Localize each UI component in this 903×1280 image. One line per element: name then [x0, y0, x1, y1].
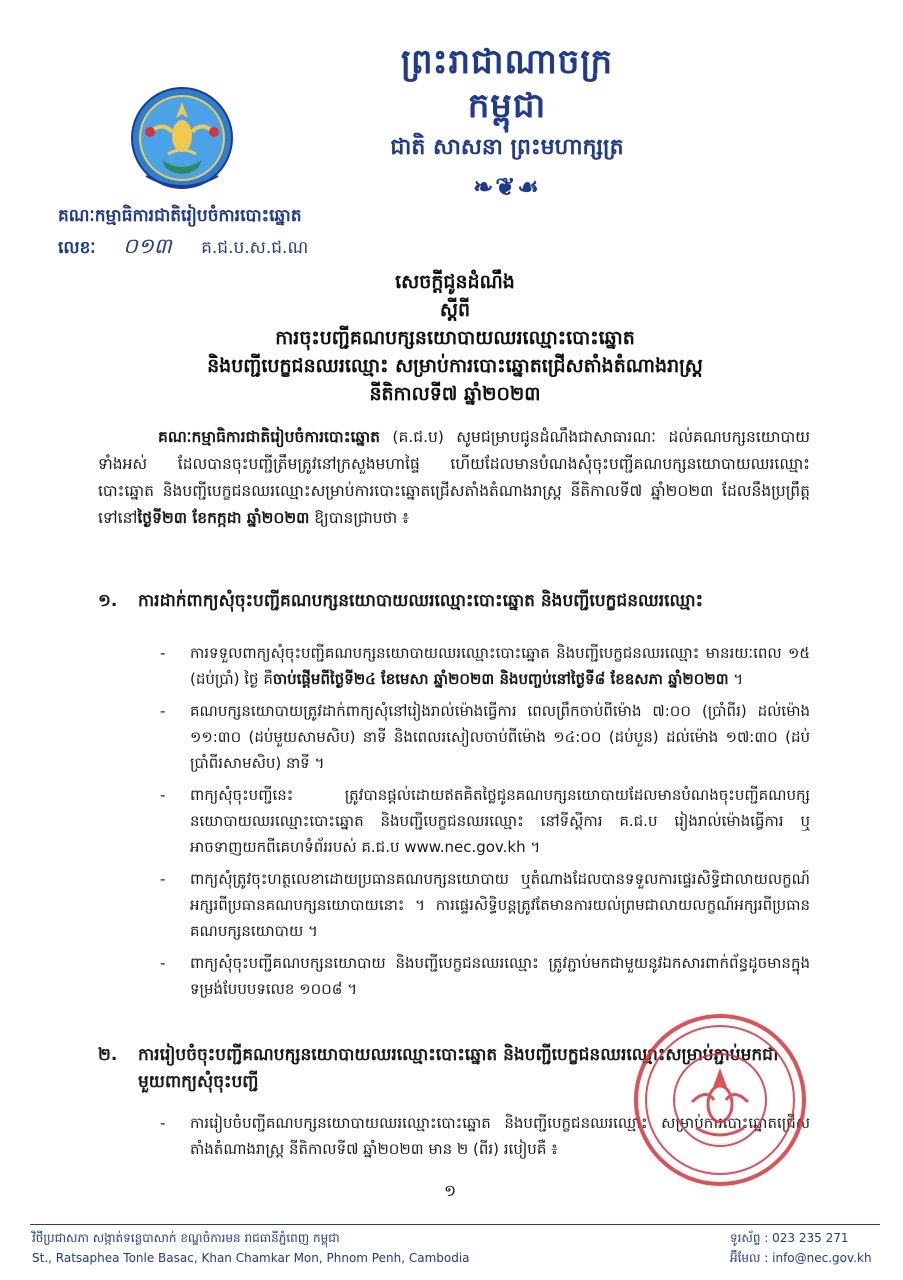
- intro-text-2: ឱ្យបានជ្រាបថា ៖: [309, 509, 410, 527]
- section-2-number: ២.: [98, 1045, 118, 1065]
- nation-religion-king: ជាតិ សាសនា ព្រះមហាក្សត្រ: [390, 134, 624, 160]
- title-line-2: ស្ដីពី: [439, 299, 471, 321]
- document-title: [120, 268, 790, 408]
- nec-logo-icon: [128, 84, 236, 200]
- title-line-3: ការចុះបញ្ជីគណបក្សនយោបាយឈរឈ្មោះបោះឆ្នោត: [275, 327, 635, 349]
- intro-bold-lead: គណៈកម្មាធិការជាតិរៀបចំការបោះឆ្នោត: [158, 428, 381, 446]
- list-item: - ពាក្យសុំចុះបញ្ជីគណបក្សនយោបាយ និងបញ្ជីបេក្ខជនឈរឈ្មោះ ត្រូវភ្ជាប់មកជាមួយនូវឯកសារពាក់ព័ន្ធដូចមានក្នុងទម្រង់បែបបទលេខ ១០០៨ ។: [160, 954, 810, 998]
- ref-code: គ.ជ.ប.ស.ជ.ណ: [201, 238, 309, 258]
- kingdom-motto: [362, 40, 652, 201]
- list-item: - ពាក្យសុំត្រូវចុះហត្ថលេខាដោយប្រធានគណបក្សនយោបាយ ឬតំណាងដែលបានទទួលការផ្ទេរសិទ្ធិជាលាយលក្ខណ៍អក្សរពីប្រធានគណបក្សនយោបាយនោះ ។ ការផ្ទេរសិទ្ធិបន្តត្រូវតែមានការយល់ព្រមជាលាយលក្ខណ៍អក្សរពីប្រធានគណបក្សនយោបាយ ។: [160, 870, 810, 940]
- list-item: - ការទទួលពាក្យសុំចុះបញ្ជីគណបក្សនយោបាយឈរឈ្មោះបោះឆ្នោត និងបញ្ជីបេក្ខជនឈរឈ្មោះ មានរយៈពេល ១៥ (ដប់ប្រាំ) ថ្ងៃ គឺចាប់ផ្ដើមពីថ្ងៃទី២៤ ខែមេសា ឆ្នាំ២០២៣ និងបញ្ចប់នៅថ្ងៃទី៨ ខែឧសភា ឆ្នាំ២០២៣ ។: [160, 644, 810, 688]
- ref-label: លេខៈ: [58, 238, 96, 258]
- address-english: St., Ratsaphea Tonle Basac, Khan Chamkar Mon, Phnom Penh, Cambodia: [32, 1251, 470, 1265]
- ref-number: ០១៣: [122, 234, 172, 258]
- page-number: ១: [443, 1181, 457, 1200]
- kingdom-title: ព្រះរាជាណាចក្រកម្ពុជា: [400, 42, 614, 126]
- contact-email: អ៊ីមែល : info@nec.gov.kh: [730, 1251, 872, 1265]
- footer-contact: [730, 1228, 872, 1268]
- intro-abbr: (គ.ជ.ប): [380, 428, 457, 446]
- intro-paragraph: [98, 424, 810, 532]
- section-1-heading: [98, 588, 810, 615]
- official-seal-icon: [630, 1010, 810, 1190]
- footer-address: [32, 1228, 470, 1268]
- list-item: - ពាក្យសុំចុះបញ្ជីនេះ ត្រូវបានផ្ដល់ដោយឥតគិតថ្លៃជូនគណបក្សនយោបាយដែលមានបំណងចុះបញ្ជីគណបក្ស នយោបាយឈរឈ្មោះបោះឆ្នោត និងបញ្ជីបេក្ខជនឈរឈ្មោះ នៅទីស្ដីការ គ.ជ.ប រៀងរាល់ម៉ោងធ្វើការ ឬអាចទាញយកពីគេហទំព័ររបស់ គ.ជ.ប www.nec.gov.kh ។: [160, 786, 810, 856]
- intro-text-1: សូមជម្រាបជូនដំណឹងជាសាធារណៈ ដល់គណបក្សនយោបាយទាំងអស់ ដែលបានចុះបញ្ជីត្រឹមត្រូវនៅក្រសួងមហាផ្ទៃ ហើយដែលមានបំណងសុំចុះបញ្ជីគណបក្សនយោបាយឈរឈ្មោះបោះឆ្នោត និងបញ្ជីបេក្ខជនឈរឈ្មោះសម្រាប់ការបោះឆ្នោតជ្រើសតាំងតំណាងរាស្ត្រ នីតិកាលទី៧ ឆ្នាំ២០២៣ ដែលនឹងប្រព្រឹត្តទៅនៅ: [98, 428, 810, 527]
- title-line-4: និងបញ្ជីបេក្ខជនឈរឈ្មោះ សម្រាប់ការបោះឆ្នោតជ្រើសតាំងតំណាងរាស្ត្រ: [207, 355, 703, 377]
- section-1-number: ១.: [98, 591, 118, 611]
- section-2-title: ការរៀបចំចុះបញ្ជីគណបក្សនយោបាយឈរឈ្មោះបោះឆ្នោត និងបញ្ជីបេក្ខជនឈរឈ្មោះសម្រាប់ភ្ជាប់មកជាមួយពាក្យសុំចុះបញ្ជី: [138, 1045, 779, 1092]
- title-line-5: នីតិកាលទី៧ ឆ្នាំ២០២៣: [369, 383, 541, 405]
- title-line-1: សេចក្ដីជូនដំណឹង: [395, 271, 515, 293]
- reference-line: [58, 234, 308, 260]
- intro-bold-date: ថ្ងៃទី២៣ ខែកក្កដា ឆ្នាំ២០២៣: [137, 509, 310, 527]
- section-1-list: [160, 640, 810, 1008]
- list-item: - ការរៀបចំបញ្ជីគណបក្សនយោបាយឈរឈ្មោះបោះឆ្នោត និងបញ្ជីបេក្ខជនឈរឈ្មោះ សម្រាប់ការបោះឆ្នោតជ្រើសតាំងតំណាងរាស្ត្រ នីតិកាលទី៧ ឆ្នាំ២០២៣ មាន ២ (ពីរ) របៀបគឺ ៖: [160, 1114, 810, 1158]
- ornament-divider: ❧❦☙: [473, 172, 541, 201]
- organization-name: គណៈកម្មាធិការជាតិរៀបចំការបោះឆ្នោត: [58, 206, 302, 226]
- footer-divider: [30, 1224, 880, 1225]
- list-item: - គណបក្សនយោបាយត្រូវដាក់ពាក្យសុំនៅរៀងរាល់ម៉ោងធ្វើការ ពេលព្រឹកចាប់ពីម៉ោង ៧:០០ (ប្រាំពីរ) ដល់ម៉ោង ១១:៣០ (ដប់មួយសាមសិប) នាទី និងពេលរសៀលចាប់ពីម៉ោង ១៤:០០ (ដប់បួន) ដល់ម៉ោង ១៧:៣០ (ដប់ប្រាំពីរសាមសិប) នាទី ។: [160, 702, 810, 772]
- contact-phone: ទូរស័ព្ទ : 023 235 271: [730, 1231, 849, 1245]
- section-1-title: ការដាក់ពាក្យសុំចុះបញ្ជីគណបក្សនយោបាយឈរឈ្មោះបោះឆ្នោត និងបញ្ជីបេក្ខជនឈរឈ្មោះ: [138, 591, 704, 611]
- address-khmer: វិថីប្រជាសភា សង្កាត់ទន្លេបាសាក់ ខណ្ឌចំការមន រាជធានីភ្នំពេញ កម្ពុជា: [32, 1231, 340, 1245]
